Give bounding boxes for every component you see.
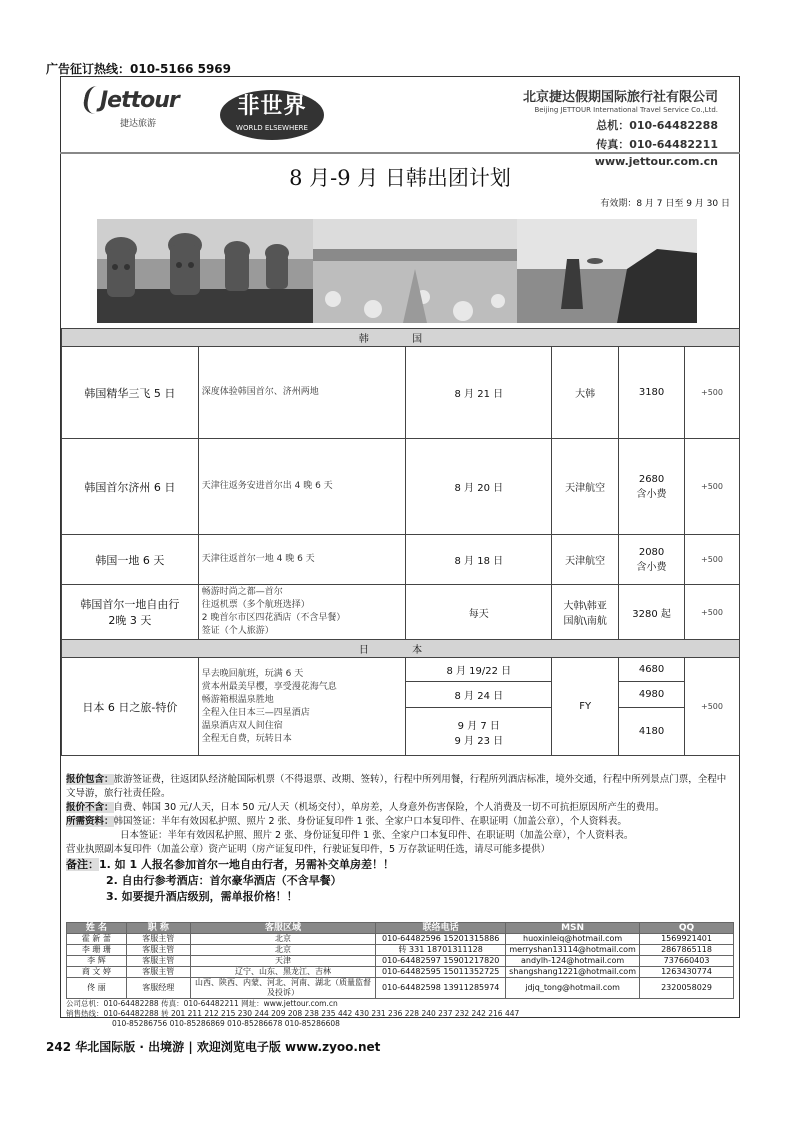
notes-block: [66, 773, 734, 905]
feishijie-logo-text: 非世界: [237, 94, 307, 119]
tour-date: 每天: [406, 585, 552, 640]
tour-name: 韩国一地 6 天: [62, 535, 199, 585]
photo-strip: [97, 219, 697, 323]
tour-price: 4180: [619, 708, 685, 756]
tour-desc: [198, 585, 406, 640]
col-header: MSN: [506, 923, 640, 934]
tour-price: 4680: [619, 658, 685, 682]
tour-desc: 深度体验韩国首尔、济州两地: [198, 347, 406, 439]
page-title: 8 月-9 月 日韩出团计划: [289, 166, 511, 190]
tour-price-note: 含小费: [636, 561, 667, 573]
tour-surcharge: +500: [685, 658, 740, 756]
date-line: 9 月 7 日: [457, 720, 500, 732]
contact-msn: merryshan13114@hotmail.com: [506, 945, 640, 956]
feishijie-logo: [220, 90, 324, 140]
contact-name: 商 文 婷: [67, 967, 127, 978]
contacts-header: [67, 923, 734, 934]
contact-phone: 010-64482598 13911285974: [376, 978, 506, 999]
tour-date: 8 月 21 日: [406, 347, 552, 439]
date-line: 9 月 23 日: [454, 735, 504, 747]
docs-extra: 营业执照副本复印件（加盖公章）资产证明（房产证复印件，行驶证复印件，5 万存款证明任选，请尽可能多提供）: [66, 844, 551, 855]
tour-surcharge: +500: [685, 439, 740, 535]
company-footer: [66, 999, 734, 1029]
remark-line: 2. 自由行参考酒店：首尔豪华酒店（不含早餐）: [106, 874, 342, 887]
contact-title: 客服主管: [126, 945, 190, 956]
contact-name: 李 珊 珊: [67, 945, 127, 956]
contact-title: 客服经理: [126, 978, 190, 999]
contact-qq: 1263430774: [640, 967, 734, 978]
desc-line: 往返机票（多个航班选择）: [201, 600, 310, 610]
table-row: [67, 956, 734, 967]
col-header: 联络电话: [376, 923, 506, 934]
exclude-note: [66, 801, 734, 815]
tour-date: 8 月 20 日: [406, 439, 552, 535]
tour-airline: 天津航空: [552, 439, 619, 535]
tour-airline: [552, 585, 619, 640]
header-divider: [60, 152, 740, 154]
docs-note: [66, 815, 734, 829]
tour-desc: 天津往返务安进首尔出 4 晚 6 天: [198, 439, 406, 535]
company-web: www.jettour.com.cn: [594, 155, 718, 168]
docs-korea: 韩国签证：半年有效因私护照、照片 2 张、身份证复印件 1 张、全家户口本复印件、在职证明（加盖公章），个人资料表。: [113, 816, 627, 827]
tour-price: 3280 起: [619, 585, 685, 640]
tour-desc: 天津往返首尔一地 4 晚 6 天: [198, 535, 406, 585]
tour-price: [619, 439, 685, 535]
col-header: QQ: [640, 923, 734, 934]
contact-region: 天津: [190, 956, 376, 967]
contact-phone: 010-64482597 15901217820: [376, 956, 506, 967]
photo-flower-field: [313, 219, 517, 323]
tour-name-line: 2晚 3 天: [108, 614, 152, 627]
contacts-table: [66, 922, 734, 999]
desc-line: 全程入住日本三—四星酒店: [201, 707, 310, 718]
tour-price: 4980: [619, 682, 685, 708]
col-header: 职 称: [126, 923, 190, 934]
table-row[interactable]: [62, 535, 740, 585]
desc-line: 全程无自费，玩转日本: [201, 733, 292, 744]
contact-title: 客服主管: [126, 934, 190, 945]
tour-airline: 天津航空: [552, 535, 619, 585]
tour-date: 8 月 18 日: [406, 535, 552, 585]
contact-name: 佟 丽: [67, 978, 127, 999]
docs-label: 所需资料：: [66, 816, 114, 827]
desc-line: 签证（个人旅游）: [201, 626, 274, 636]
contact-phone: 010-64482596 15201315886: [376, 934, 506, 945]
tour-table: [61, 328, 740, 756]
contact-qq: 737660403: [640, 956, 734, 967]
tour-name: [62, 585, 199, 640]
company-phone: 总机：010-64482288: [596, 119, 718, 132]
desc-line: 早去晚回航班，玩满 6 天: [201, 668, 304, 679]
jettour-logo-sub: 捷达旅游: [120, 119, 157, 129]
tour-date: 8 月 19/22 日: [406, 658, 552, 682]
company-fax: 传真：010-64482211: [596, 138, 718, 151]
tour-desc: [198, 658, 406, 756]
photo-stone-statues: [97, 219, 313, 323]
table-row[interactable]: [62, 585, 740, 640]
desc-line: 2 晚首尔市区四花酒店（不含早餐）: [201, 613, 346, 623]
table-row[interactable]: [62, 347, 740, 439]
company-name-en: Beijing JETTOUR International Travel Service Co.,Ltd.: [534, 106, 718, 114]
tour-surcharge: +500: [685, 347, 740, 439]
include-note: [66, 773, 734, 801]
desc-line: 温泉酒店双人间住宿: [201, 720, 283, 731]
tour-surcharge: +500: [685, 585, 740, 640]
tour-price: 3180: [619, 347, 685, 439]
airline-line: 国航\南航: [563, 616, 607, 627]
remark-label: 备注：: [66, 858, 99, 871]
remark-line: 3. 如要提升酒店级别，需单报价格！！: [106, 890, 298, 903]
contact-title: 客服主管: [126, 967, 190, 978]
contact-name: 李 辉: [67, 956, 127, 967]
tour-surcharge: +500: [685, 535, 740, 585]
tour-price-note: 含小费: [636, 488, 667, 500]
contact-title: 客服主管: [126, 956, 190, 967]
table-row: [67, 978, 734, 999]
airline-line: 大韩\韩亚: [563, 601, 607, 612]
remark-line: [66, 857, 734, 873]
jettour-logo: [78, 86, 208, 130]
remark-text: 1. 如 1 人报名参加首尔一地自由行者，另需补交单房差！！: [99, 858, 394, 871]
page-footer: 242 华北国际版 · 出境游 | 欢迎浏览电子版 www.zyoo.net: [46, 1040, 381, 1054]
include-text: 旅游签证费，往返团队经济舱国际机票（不得退票、改期、签转），行程中所列用餐，行程所列酒店标准，境外交通，行程中所列景点门票，全程中文导游，旅行社责任险。: [66, 774, 727, 799]
exclude-label: 报价不含：: [66, 802, 114, 813]
contact-name: 霍 新 蕾: [67, 934, 127, 945]
table-row: [67, 967, 734, 978]
tour-date: 8 月 24 日: [406, 682, 552, 708]
contact-msn: huoxinleiq@hotmail.com: [506, 934, 640, 945]
contact-qq: 2320058029: [640, 978, 734, 999]
tour-airline: FY: [552, 658, 619, 756]
valid-period: 有效期：8 月 7 日至 9 月 30 日: [600, 199, 730, 209]
company-name-cn: 北京捷达假期国际旅行社有限公司: [522, 90, 718, 105]
table-row: [67, 934, 734, 945]
tour-name: 韩国首尔济州 6 日: [62, 439, 199, 535]
tour-name: 日本 6 日之旅-特价: [62, 658, 199, 756]
tour-price: [619, 535, 685, 585]
tour-name-line: 韩国首尔一地自由行: [80, 598, 180, 611]
tour-airline: 大韩: [552, 347, 619, 439]
contact-msn: andylh-124@hotmail.com: [506, 956, 640, 967]
section-korea: 韩 国: [62, 329, 740, 347]
contact-region: 辽宁、山东、黑龙江、吉林: [190, 967, 376, 978]
tour-price-value: 2080: [638, 546, 665, 558]
tour-price-value: 2680: [638, 473, 665, 485]
contact-qq: 2867865118: [640, 945, 734, 956]
contact-qq: 1569921401: [640, 934, 734, 945]
table-row: [67, 945, 734, 956]
docs-japan: 日本签证：半年有效因私护照、照片 2 张、身份证复印件 1 张、全家户口本复印件、在职证明（加盖公章），个人资料表。: [120, 830, 634, 841]
contact-region: 北京: [190, 945, 376, 956]
contact-phone: 转 331 18701311128: [376, 945, 506, 956]
jettour-logo-text: Jettour: [100, 88, 179, 113]
contact-msn: shangshang1221@hotmail.com: [506, 967, 640, 978]
footer-line: 公司总机：010-64482288 传真：010-64482211 网址：www.jettour.com.cn: [66, 999, 338, 1008]
table-row[interactable]: [62, 439, 740, 535]
contact-phone: 010-64482595 15011352725: [376, 967, 506, 978]
include-label: 报价包含：: [66, 774, 114, 785]
desc-line: 畅游时尚之都—首尔: [201, 587, 283, 597]
contact-region: 山西、陕西、内蒙、河北、河南、湖北（质量监督及投诉）: [190, 978, 376, 999]
feishijie-logo-sub: WORLD ELSEWHERE: [236, 124, 308, 132]
section-japan: 日 本: [62, 640, 740, 658]
tour-name: 韩国精华三飞 5 日: [62, 347, 199, 439]
col-header: 客服区域: [190, 923, 376, 934]
ad-hotline: 广告征订热线：010-5166 5969: [46, 62, 232, 76]
photo-coastline: [517, 219, 697, 323]
contact-msn: jdjq_tong@hotmail.com: [506, 978, 640, 999]
desc-line: 赏本州最美早樱，享受漫花海气息: [201, 681, 337, 692]
contact-region: 北京: [190, 934, 376, 945]
table-row[interactable]: [62, 658, 740, 682]
col-header: 姓 名: [67, 923, 127, 934]
footer-line: 销售热线：010-64482288 转 201 211 212 215 230 244 209 208 238 235 442 430 231 236 228 240 237 232 242 216 447: [66, 1009, 520, 1018]
footer-line: 010-85286756 010-85286869 010-85286678 010-85286608: [112, 1019, 340, 1028]
exclude-text: 自费、韩国 30 元/人天，日本 50 元/人天（机场交付），单房差，人身意外伤害保险，个人消费及一切不可抗拒原因所产生的费用。: [113, 802, 665, 813]
tour-date: [406, 708, 552, 756]
desc-line: 畅游箱根温泉胜地: [201, 694, 274, 705]
company-info: [500, 86, 718, 168]
